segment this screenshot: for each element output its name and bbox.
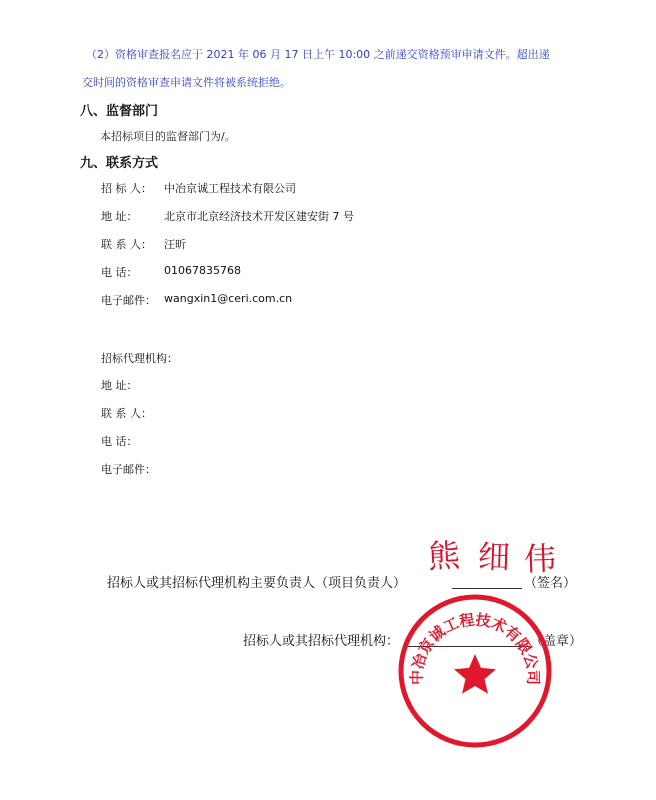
email-label: 电子邮件： xyxy=(101,294,156,307)
phone-value: 01067835768 xyxy=(164,264,241,277)
seal-text: 中冶京诚工程技术有限公司 xyxy=(407,610,543,686)
seal-suffix: （盖章） xyxy=(530,634,583,649)
tenderer-label: 招 标 人： xyxy=(101,182,152,195)
section-9-heading: 九、联系方式 xyxy=(80,156,159,171)
seal-star-icon xyxy=(454,654,496,694)
phone-label: 电 话： xyxy=(101,266,138,279)
deadline-line-2: 交时间的资格审查申请文件将被系统拒绝。 xyxy=(82,76,291,89)
agency-address-label: 地 址： xyxy=(101,379,138,392)
signer-label: 招标人或其招标代理机构主要负责人（项目负责人） xyxy=(107,576,407,591)
address-value: 北京市北京经济技术开发区建安街 7 号 xyxy=(164,210,354,223)
agency-label: 招标代理机构： xyxy=(101,352,178,365)
handwritten-signature-char-1: 熊 xyxy=(427,536,461,576)
handwritten-signature-char-2: 细 xyxy=(477,537,511,577)
tenderer-value: 中冶京诚工程技术有限公司 xyxy=(164,182,296,195)
organization-label: 招标人或其招标代理机构： xyxy=(243,634,400,649)
deadline-rest: 2021 年 06 月 17 日上午 10:00 之前递交资格预审申请文件。超出递 xyxy=(206,48,550,61)
section-8-heading: 八、监督部门 xyxy=(80,104,159,119)
agency-email-label: 电子邮件： xyxy=(101,463,156,476)
contact-label: 联 系 人： xyxy=(101,238,152,251)
signature-underline xyxy=(452,588,522,589)
email-value[interactable]: wangxin1@ceri.com.cn xyxy=(164,292,293,305)
handwritten-signature-char-3: 伟 xyxy=(523,539,557,579)
signature-suffix: （签名） xyxy=(524,576,577,591)
deadline-prefix: （2）资格审查报名应于 xyxy=(86,48,207,61)
deadline-line-1 xyxy=(86,46,550,62)
supervision-text: 本招标项目的监督部门为/。 xyxy=(100,130,236,143)
address-label: 地 址： xyxy=(101,210,138,223)
company-seal-icon xyxy=(396,592,554,750)
agency-contact-label: 联 系 人： xyxy=(101,407,152,420)
contact-value: 汪昕 xyxy=(164,238,186,251)
agency-phone-label: 电 话： xyxy=(101,435,138,448)
